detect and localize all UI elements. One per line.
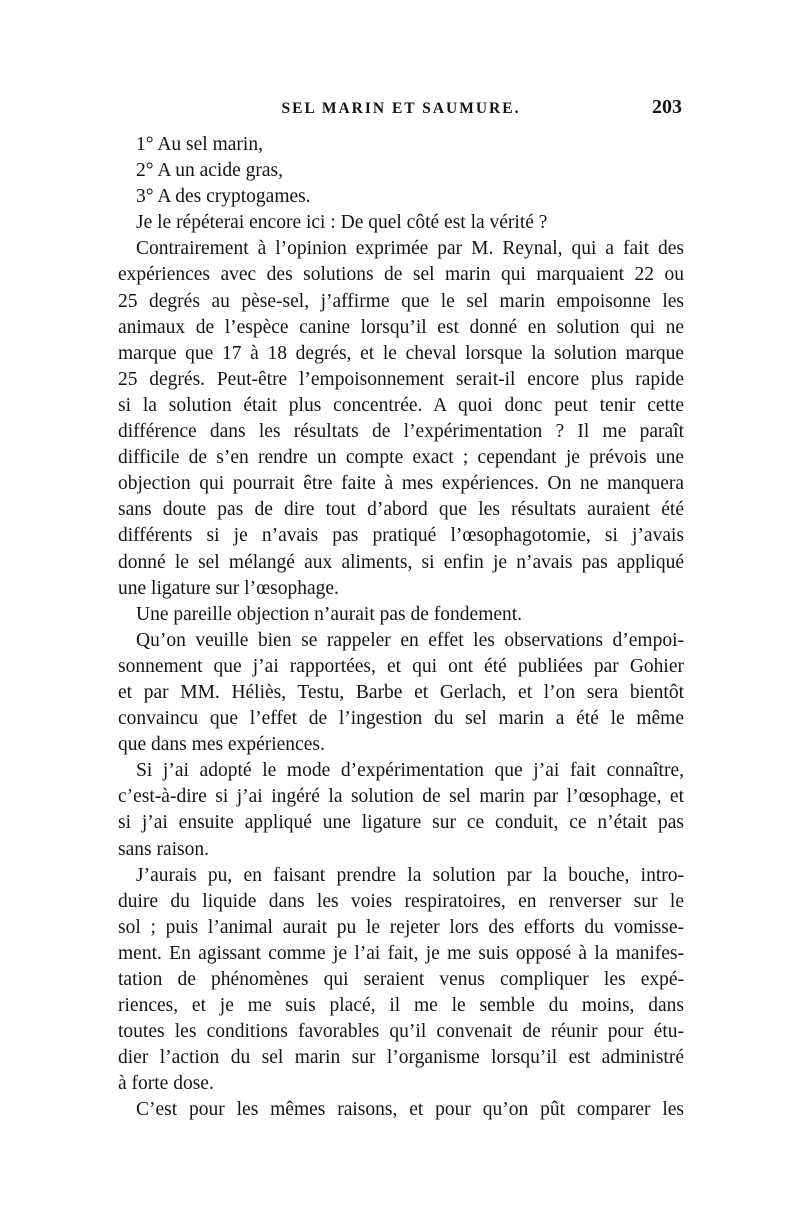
text-line: Contrairement à l’opinion exprimée par M. Reynal, qui a fait des bbox=[136, 238, 684, 260]
text-line: une ligature sur l’œsophage. bbox=[118, 577, 339, 599]
text-line: différents si je n’avais pas pratiqué l’œsophagotomie, si j’avais bbox=[118, 525, 684, 547]
text-line: C’est pour les mêmes raisons, et pour qu’on pût comparer les bbox=[136, 1099, 684, 1121]
text-line: marque que 17 à 18 degrés, et le cheval lorsque la solution marque bbox=[118, 342, 684, 364]
paragraph bbox=[118, 758, 684, 862]
paragraph bbox=[118, 863, 684, 1098]
text-line: si j’ai ensuite appliqué une ligature sur ce conduit, ce n’était pas bbox=[118, 812, 684, 834]
paragraph bbox=[118, 210, 684, 236]
text-line: 3° A des cryptogames. bbox=[136, 186, 311, 208]
text-line: objection qui pourrait être faite à mes expériences. On ne manquera bbox=[118, 473, 684, 495]
text-line: 25 degrés au pèse-sel, j’affirme que le sel marin empoisonne les bbox=[118, 290, 684, 312]
text-line: 1° Au sel marin, bbox=[136, 134, 263, 155]
text-line: ment. En agissant comme je l’ai fait, je me suis opposé à la manifes- bbox=[118, 942, 684, 964]
running-head bbox=[118, 92, 684, 132]
text-line: sol ; puis l’animal aurait pu le rejeter lors des efforts du vomisse- bbox=[118, 916, 684, 938]
paragraph bbox=[118, 184, 684, 210]
text-line: différence dans les résultats de l’expérimentation ? Il me paraît bbox=[118, 421, 684, 443]
book-page bbox=[118, 92, 684, 1124]
text-line: expériences avec des solutions de sel marin qui marquaient 22 ou bbox=[118, 264, 684, 286]
text-line: animaux de l’espèce canine lorsqu’il est donné en solution qui ne bbox=[118, 316, 684, 338]
text-line: J’aurais pu, en faisant prendre la solution par la bouche, intro- bbox=[136, 864, 684, 886]
text-line: si la solution était plus concentrée. A quoi donc peut tenir cette bbox=[118, 394, 684, 416]
paragraph bbox=[118, 158, 684, 184]
text-line: que dans mes expériences. bbox=[118, 734, 325, 756]
text-line: tation de phénomènes qui seraient venus compliquer les expé- bbox=[118, 969, 684, 990]
text-line: 2° A un acide gras, bbox=[136, 160, 283, 182]
text-line: dier l’action du sel marin sur l’organisme lorsqu’il est administré bbox=[118, 1047, 684, 1069]
text-line: donné le sel mélangé aux aliments, si enfin je n’avais pas appliqué bbox=[118, 551, 684, 573]
text-line: Qu’on veuille bien se rappeler en effet les observations d’empoi- bbox=[136, 629, 684, 651]
page-number: 203 bbox=[652, 96, 682, 118]
text-line: difficile de s’en rendre un compte exact ; cependant je prévois une bbox=[118, 447, 684, 469]
text-line: duire du liquide dans les voies respiratoires, en renverser sur le bbox=[118, 890, 684, 912]
text-line: sans raison. bbox=[118, 838, 209, 860]
paragraph bbox=[118, 1097, 684, 1123]
paragraph bbox=[118, 602, 684, 628]
text-line: à forte dose. bbox=[118, 1073, 214, 1095]
text-line: et par MM. Héliès, Testu, Barbe et Gerlach, et l’on sera bientôt bbox=[118, 681, 684, 703]
paragraph bbox=[118, 236, 684, 601]
text-line: Je le répéterai encore ici : De quel côté est la vérité ? bbox=[136, 212, 548, 234]
text-line: 25 degrés. Peut-être l’empoisonnement serait-il encore plus rapide bbox=[118, 368, 684, 390]
text-line: c’est-à-dire si j’ai ingéré la solution de sel marin par l’œsophage, et bbox=[118, 786, 684, 808]
running-title: SEL MARIN ET SAUMURE. bbox=[281, 100, 521, 117]
text-line: toutes les conditions favorables qu’il convenait de réunir pour étu- bbox=[118, 1021, 684, 1043]
text-line: Si j’ai adopté le mode d’expérimentation que j’ai fait connaître, bbox=[136, 760, 684, 782]
paragraph bbox=[118, 132, 684, 158]
paragraph bbox=[118, 628, 684, 758]
body-text bbox=[118, 132, 684, 1124]
text-line: convaincu que l’effet de l’ingestion du sel marin a été le même bbox=[118, 708, 684, 730]
text-line: sonnement que j’ai rapportées, et qui ont été publiées par Gohier bbox=[118, 655, 684, 677]
text-line: Une pareille objection n’aurait pas de fondement. bbox=[136, 603, 523, 625]
text-line: sans doute pas de dire tout d’abord que les résultats auraient été bbox=[118, 499, 684, 521]
text-line: riences, et je me suis placé, il me le semble du moins, dans bbox=[118, 995, 684, 1017]
